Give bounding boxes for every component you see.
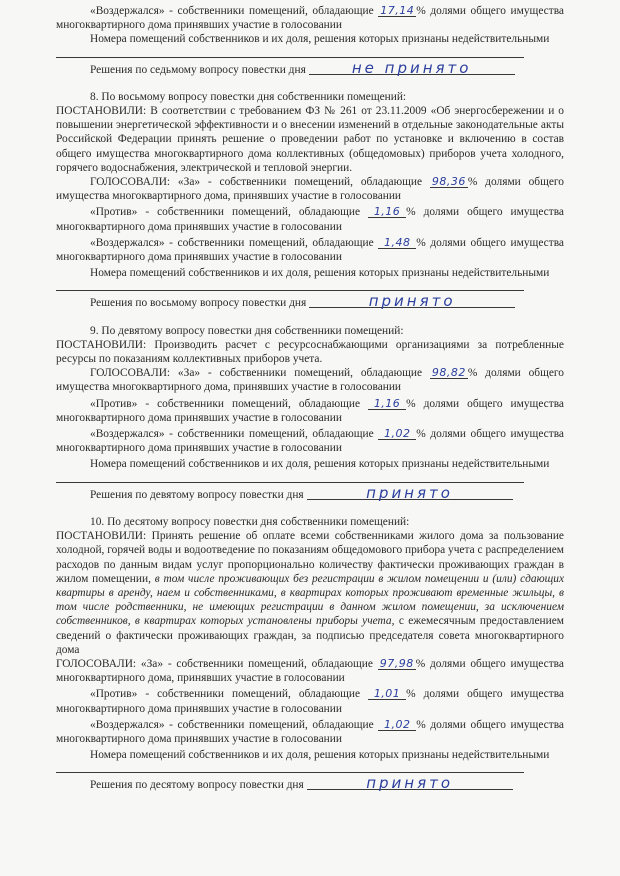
q8-resolution: ПОСТАНОВИЛИ: В соответствии с требованием ФЗ № 261 от 23.11.2009 «Об энергосбережении и о повышении энергетической эффективности и о внесении изменений в отдельные законодательные акты Российской Федерации принять решение о проведении работ по установке и включению в состав общего имущества многоквартирного дома коллективных (общедомовых) приборов учета холодного, горячего водоснабжения, электрической и тепловой энергии. (56, 105, 564, 174)
q9-for-percent: 98,82 (431, 366, 466, 380)
q8-against-vote: «Против» - собственники помещений, обладающие 1,16 % долями общего имущества многоквартирного дома принявших участие в голосовании (56, 205, 564, 233)
q7-decision-value: не принято (309, 63, 515, 75)
q10-for-vote: ГОЛОСОВАЛИ: «За» - собственники помещений, обладающие 97,98 % долями общего имущества многоквартирного дома, принявших участие в голосовании (56, 656, 564, 685)
q8-abstain-vote: «Воздержался» - собственники помещений, обладающие 1,48 % долями общего имущества многоквартирного дома принявших участие в голосовании (56, 235, 564, 264)
q9-divider (56, 482, 524, 483)
q10-against-percent: 1,01 (368, 688, 406, 700)
q10-against-vote: «Против» - собственники помещений, обладающие 1,01 % долями общего имущества многоквартирного дома принявших участие в голосовании (56, 687, 564, 715)
q8-decision-value: принято (309, 296, 515, 308)
q10-divider (56, 772, 524, 773)
q7-divider (56, 57, 524, 58)
q9-decision-value: принято (307, 488, 513, 500)
q9-against-percent: 1,16 (368, 398, 406, 410)
q9-abstain-vote: «Воздержался» - собственники помещений, обладающие 1,02 % долями общего имущества многоквартирного дома принявших участие в голосовании (56, 427, 564, 455)
q10-abstain-percent: 1,02 (378, 719, 416, 731)
q9-heading: 9. По девятому вопросу повестки дня собственники помещений: (90, 324, 404, 337)
q8-decision: Решения по восьмому вопросу повестки дня принято (56, 296, 564, 310)
q10-heading: 10. По десятому вопросу повестки дня собственники помещений: (90, 515, 410, 528)
q8-for-percent: 98,36 (431, 175, 466, 189)
q7-invalid-ballots: Номера помещений собственников и их доля, решения которых признаны недействительными (90, 33, 550, 46)
q7-decision: Решения по седьмому вопросу повестки дня не принято (56, 63, 564, 77)
q10-for-percent: 97,98 (379, 656, 414, 670)
q10-resolution-italic: в том числе проживающих без регистрации в жилом помещении и (или) сдающих квартиры в аренду, наем и собственниками, в квартирах которых проживают временные жильцы, в том числе родственники, не имеющих регистрации в данном жилом помещении, за исключением собственников, в квартирах которых установлены приборы учета, (56, 572, 565, 628)
q8-invalid-ballots: Номера помещений собственников и их доля, решения которых признаны недействительными (90, 267, 550, 280)
q9-decision: Решения по девятому вопросу повестки дня принято (56, 488, 564, 502)
q10-decision-value: принято (307, 778, 513, 790)
q9-for-vote: ГОЛОСОВАЛИ: «За» - собственники помещений, обладающие 98,82 % долями общего имущества многоквартирного дома, принявших участие в голосовании (56, 366, 564, 394)
q9-resolution: ПОСТАНОВИЛИ: Производить расчет с ресурсоснабжающими организациями за потребленные ресурсы по показаниям коллективных приборов учета. (56, 338, 564, 366)
q8-heading: 8. По восьмому вопросу повестки дня собственники помещений: (90, 90, 407, 103)
q8-abstain-percent: 1,48 (378, 237, 416, 249)
q8-for-vote: ГОЛОСОВАЛИ: «За» - собственники помещений, обладающие 98,36 % долями общего имущества многоквартирного дома, принявших участие в голосовании (56, 175, 564, 203)
q10-decision: Решения по десятому вопросу повестки дня принято (56, 778, 564, 792)
q9-invalid-ballots: Номера помещений собственников и их доля, решения которых признаны недействительными (90, 458, 550, 471)
q8-against-percent: 1,16 (368, 206, 406, 218)
q9-abstain-percent: 1,02 (378, 428, 416, 440)
q9-against-vote: «Против» - собственники помещений, обладающие 1,16 % долями общего имущества многоквартирного дома принявших участие в голосовании (56, 396, 564, 424)
q10-abstain-vote: «Воздержался» - собственники помещений, обладающие 1,02 % долями общего имущества многоквартирного дома принявших участие в голосовании (56, 717, 564, 745)
q8-divider (56, 290, 524, 291)
q7-abstain-percent: 17,14 (380, 4, 415, 17)
q10-invalid-ballots: Номера помещений собственников и их доля, решения которых признаны недействительными (90, 749, 550, 762)
q10-resolution: ПОСТАНОВИЛИ: Принять решение об оплате всеми собственниками жилого дома за пользование холодной, горячей воды и водоотведение по показаниям общедомового прибора учета с распределением расходов по данным видам услуг пропорционально количеству фактически проживающих граждан в жилом помещении, в том числе проживающих без регистрации в жилом помещении и (или) сдающих квартиры в аренду, наем и собственниками, в квартирах которых проживают временные жильцы, в том числе родственники, не имеющих регистрации в данном жилом помещении, за исключением собственников, в квартирах которых установлены приборы учета, с ежемесячным предоставлением сведений о фактически проживающих граждан, за подписью председателя совета многоквартирного дома (56, 530, 565, 656)
q7-abstain-vote: «Воздержался» - собственники помещений, обладающие 17,14 % долями общего имущества многоквартирного дома принявших участие в голосовании (56, 4, 564, 32)
